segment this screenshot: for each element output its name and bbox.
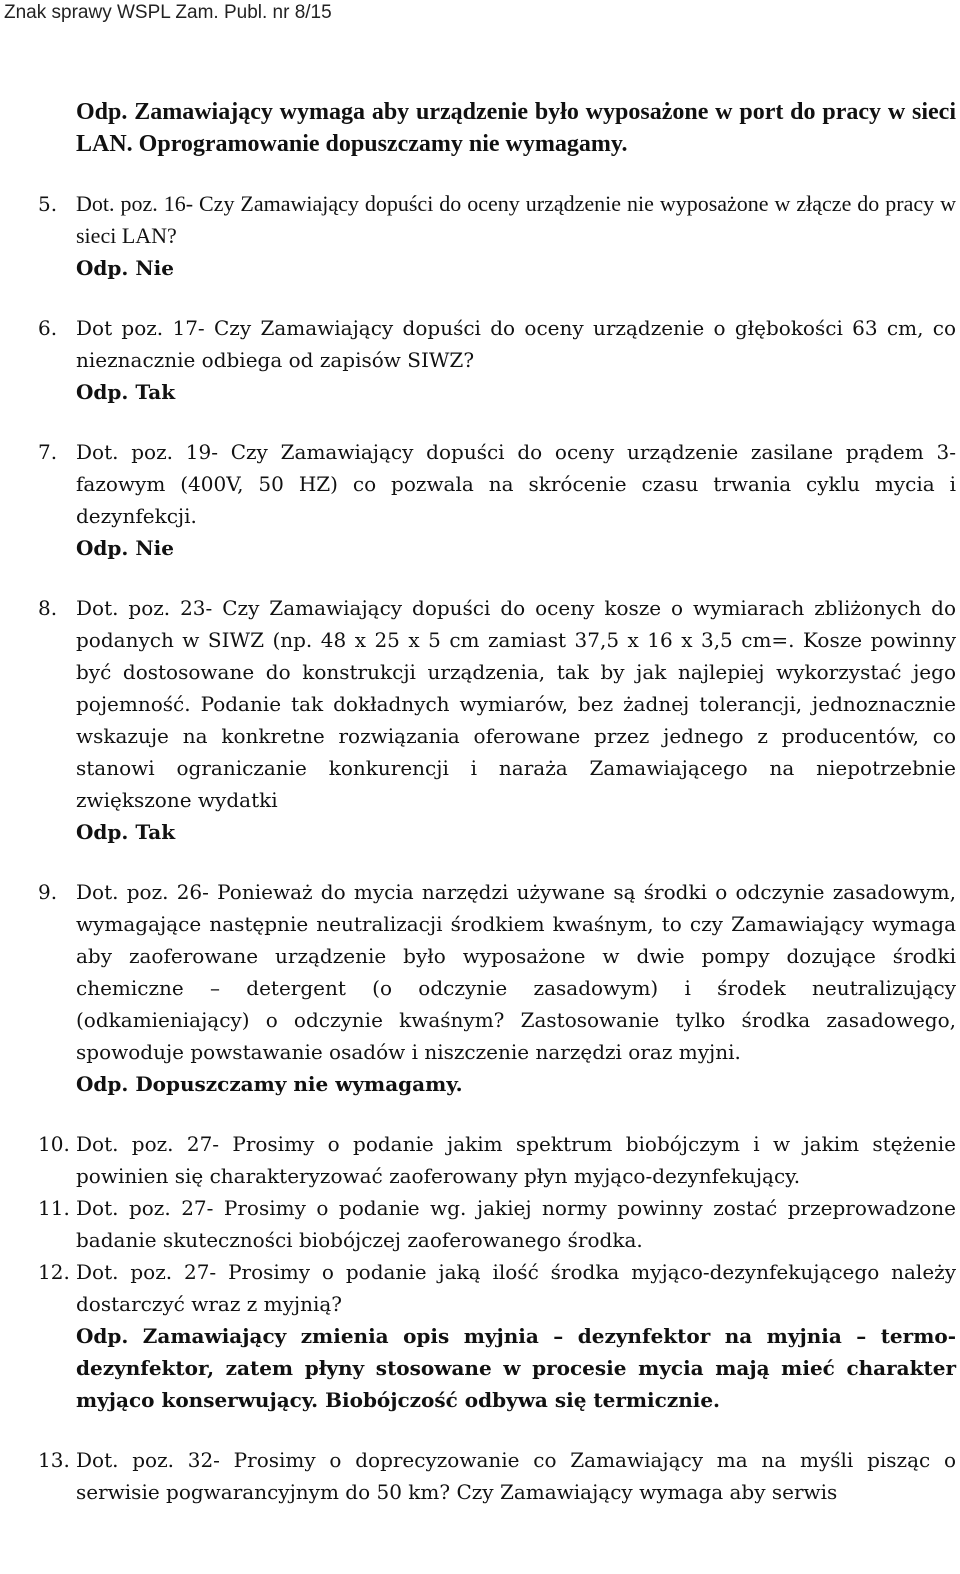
question-text: Dot. poz. 27- Prosimy o podanie jaką ilość środka myjąco-dezynfekującego należy dostarczyć wraz z myjnią? — [76, 1260, 956, 1316]
item-number: 13. — [38, 1448, 70, 1472]
item-number: 7. — [38, 440, 58, 464]
list-item — [38, 592, 956, 848]
list-item — [38, 188, 956, 284]
question-text: Dot. poz. 19- Czy Zamawiający dopuści do oceny urządzenie zasilane prądem 3-fazowym (400V, 50 HZ) co pozwala na skrócenie czasu trwania cyklu mycia i dezynfekcji. — [76, 440, 956, 528]
answer-text: Odp. Nie — [76, 256, 174, 280]
question-text: Dot. poz. 16- Czy Zamawiający dopuści do oceny urządzenie nie wyposażone w złącze do pracy w sieci LAN? — [76, 191, 956, 248]
list-item — [38, 1192, 956, 1256]
item-number: 10. — [38, 1132, 70, 1156]
answer-paragraph: Odp. Zamawiający wymaga aby urządzenie było wyposażone w port do pracy w sieci LAN. Oprogramowanie dopuszczamy nie wymagamy. — [76, 99, 956, 157]
list-item — [38, 436, 956, 564]
item-number: 8. — [38, 596, 58, 620]
question-text: Dot. poz. 32- Prosimy o doprecyzowanie co Zamawiający ma na myśli pisząc o serwisie pogwarancyjnym do 50 km? Czy Zamawiający wymaga aby serwis — [76, 1448, 956, 1504]
answer-text: Odp. Nie — [76, 536, 174, 560]
question-text: Dot. poz. 27- Prosimy o podanie jakim spektrum biobójczym i w jakim stężenie powinien się charakteryzować zaoferowany płyn myjąco-dezynfekujący. — [76, 1132, 956, 1188]
answer-text: Odp. Tak — [76, 820, 176, 844]
document-reference-header: Znak sprawy WSPL Zam. Publ. nr 8/15 — [4, 2, 332, 23]
item-number: 5. — [38, 192, 58, 216]
list-item — [38, 1128, 956, 1192]
document-body — [38, 96, 956, 1508]
item-number: 11. — [38, 1196, 70, 1220]
item-number: 12. — [38, 1260, 70, 1284]
question-text: Dot. poz. 26- Ponieważ do mycia narzędzi używane są środki o odczynie zasadowym, wymagające następnie neutralizacji środkiem kwaśnym, to czy Zamawiający wymaga aby zaoferowane urządzenie było wyposażone w dwie pompy dozujące środki chemiczne – detergent (o odczynie zasadowym) i środek neutralizujący (odkamieniający) o odczynie kwaśnym? Zastosowanie tylko środka zasadowego, spowoduje powstawanie osadów i niszczenie narzędzi oraz myjni. — [76, 880, 956, 1064]
answer-text: Odp. Zamawiający zmienia opis myjnia – dezynfektor na myjnia – termo-dezynfektor, zatem płyny stosowane w procesie mycia mają mieć charakter myjąco konserwujący. Biobójczość odbywa się termicznie. — [76, 1324, 956, 1412]
item-number: 6. — [38, 316, 58, 340]
list-item — [38, 312, 956, 408]
answer-text: Odp. Tak — [76, 380, 176, 404]
item-number: 9. — [38, 880, 58, 904]
answer-text: Odp. Dopuszczamy nie wymagamy. — [76, 1072, 463, 1096]
list-item — [38, 1444, 956, 1508]
list-item — [38, 876, 956, 1100]
question-text: Dot poz. 17- Czy Zamawiający dopuści do oceny urządzenie o głębokości 63 cm, co nieznacznie odbiega od zapisów SIWZ? — [76, 316, 956, 372]
list-item — [38, 1256, 956, 1416]
question-text: Dot. poz. 23- Czy Zamawiający dopuści do oceny kosze o wymiarach zbliżonych do podanych w SIWZ (np. 48 x 25 x 5 cm zamiast 37,5 x 16 x 3,5 cm=. Kosze powinny być dostosowane do konstrukcji urządzenia, tak by jak najlepiej wykorzystać jego pojemność. Podanie tak dokładnych wymiarów, bez żadnej tolerancji, jednoznacznie wskazuje na konkretne rozwiązania oferowane przez jednego z producentów, co stanowi ograniczanie konkurencji i naraża Zamawiającego na niepotrzebnie zwiększone wydatki — [76, 596, 956, 812]
question-text: Dot. poz. 27- Prosimy o podanie wg. jakiej normy powinny zostać przeprowadzone badanie skuteczności biobójczej zaoferowanego środka. — [76, 1196, 956, 1252]
